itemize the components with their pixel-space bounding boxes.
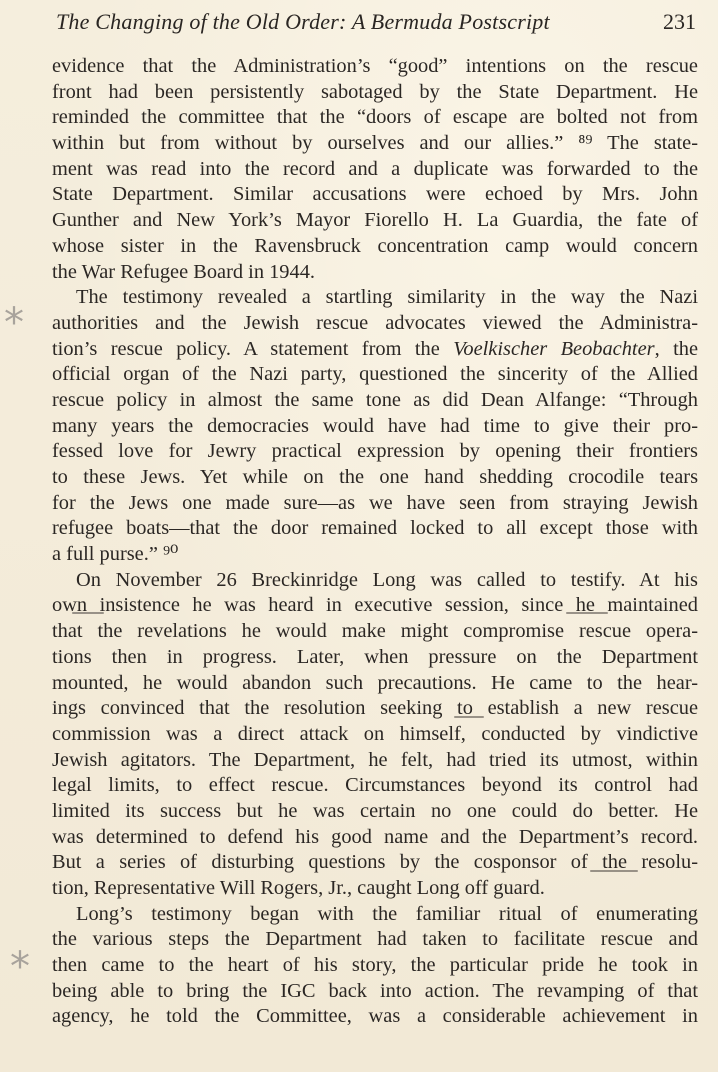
text-line: Long’s testimony began with the familiar ritual of enumerating [76, 902, 698, 925]
text-line: ings convinced that the resolution seeking to establish a new rescue [52, 697, 698, 720]
text-line: authorities and the Jewish rescue advocates viewed the Administra- [52, 311, 698, 334]
text-line: rescue policy in almost the same tone as did Dean Alfange: “Through [52, 388, 698, 411]
text-line: own insistence he was heard in executive session, since he maintained [52, 594, 698, 617]
text-line: many years the democracies would have had time to give their pro- [52, 414, 698, 437]
text-line: for the Jews one made sure—as we have seen from straying Jewish [52, 491, 698, 514]
text-line: tion’s rescue policy. A statement from the Voelkischer Beobachter, the [52, 337, 698, 360]
text-line: On November 26 Breckinridge Long was called to testify. At his [76, 568, 698, 591]
text-line: Jewish agitators. The Department, he felt, had tried its utmost, within [52, 748, 698, 771]
text-line: reminded the committee that the “doors of escape are bolted not from [52, 106, 698, 129]
text-line: State Department. Similar accusations were echoed by Mrs. John [52, 183, 698, 206]
text-line: that the revelations he would make might compromise rescue opera- [52, 620, 698, 643]
text-line: official organ of the Nazi party, questioned the sincerity of the Allied [52, 363, 698, 386]
text-line: But a series of disturbing questions by the cosponsor of the resolu- [52, 851, 698, 874]
text-line: then came to the heart of his story, the particular pride he took in [52, 954, 698, 977]
text-line: a full purse.” ⁹⁰ [52, 543, 179, 566]
text-line: Gunther and New York’s Mayor Fiorello H. La Guardia, the fate of [52, 209, 698, 232]
text-line: refugee boats—that the door remained locked to all except those with [52, 517, 698, 540]
text-line: was determined to defend his good name and the Department’s record. [52, 825, 698, 848]
text-line: whose sister in the Ravensbruck concentration camp would concern [52, 234, 698, 257]
text-line: The testimony revealed a startling similarity in the way the Nazi [76, 286, 698, 309]
text-line: fessed love for Jewry practical expression by opening their frontiers [52, 440, 698, 463]
page-header [56, 9, 696, 43]
text-line: commission was a direct attack on himself, conducted by vindictive [52, 722, 698, 745]
text-line: the various steps the Department had taken to facilitate rescue and [52, 928, 698, 951]
page-number: 231 [663, 9, 696, 34]
margin-asterisk-mark: * [10, 944, 30, 990]
text-line: within but from without by ourselves and our allies.” ⁸⁹ The state- [52, 132, 698, 155]
body-text [52, 54, 698, 1030]
text-line: to these Jews. Yet while on the one hand shedding crocodile tears [52, 466, 698, 488]
text-line: being able to bring the IGC back into action. The revamping of that [52, 979, 698, 1002]
text-line: evidence that the Administration’s “good” intentions on the rescue [52, 55, 698, 77]
text-line: the War Refugee Board in 1944. [52, 260, 315, 283]
margin-asterisk-mark: * [4, 300, 24, 346]
text-line: tion, Representative Will Rogers, Jr., caught Long off guard. [52, 877, 545, 899]
text-line: tions then in progress. Later, when pressure on the Department [52, 645, 698, 668]
text-line: limited its success but he was certain no one could do better. He [52, 799, 698, 822]
text-line: agency, he told the Committee, was a considerable achievement in [52, 1005, 698, 1028]
text-line: front had been persistently sabotaged by the State Department. He [52, 80, 698, 103]
text-line: ment was read into the record and a duplicate was forwarded to the [52, 157, 698, 180]
newspaper-title: Voelkischer Beobachter [453, 337, 655, 360]
text-line: legal limits, to effect rescue. Circumstances beyond its control had [52, 774, 698, 797]
running-title: The Changing of the Old Order: A Bermuda Postscript [56, 9, 550, 34]
text-line: mounted, he would abandon such precautions. He came to the hear- [52, 671, 698, 694]
